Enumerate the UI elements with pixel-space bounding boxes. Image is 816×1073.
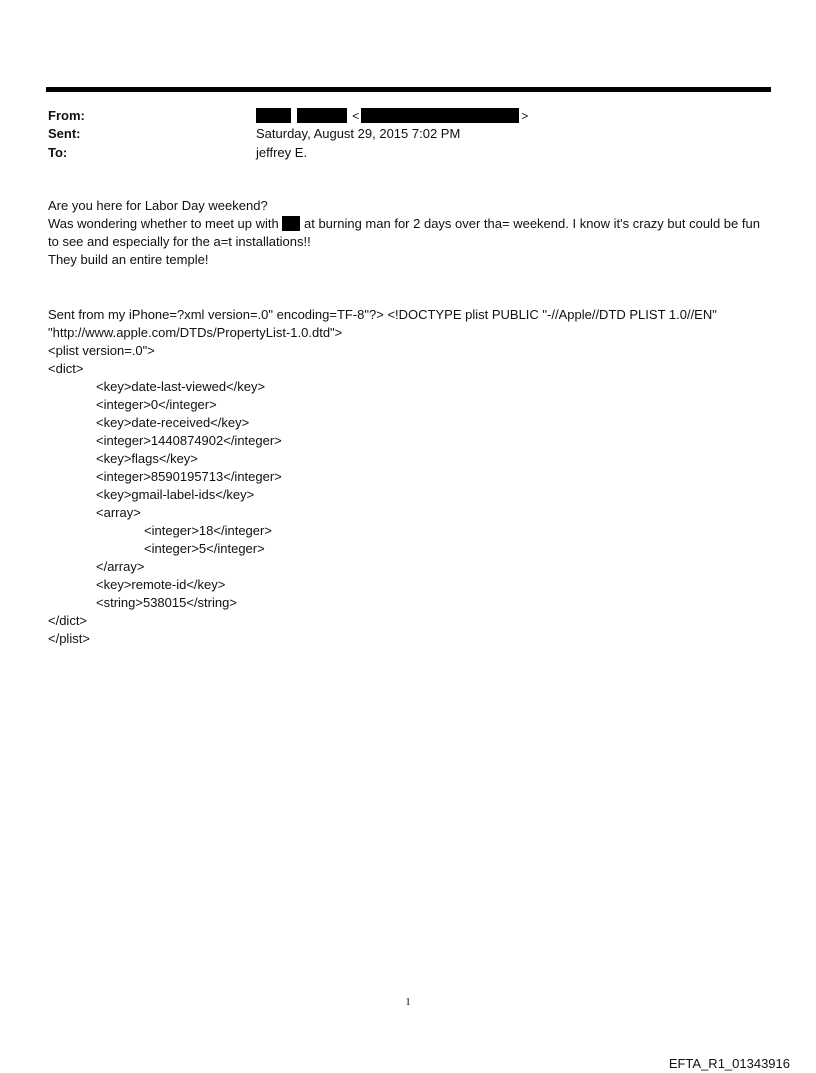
message-line: They build an entire temple! [48,252,209,267]
plist-line: <dict> [48,361,84,376]
message-text: Was wondering whether to meet up with [48,216,279,231]
message-text: at burning man for 2 days over tha= weekend. I know it's crazy but could be fun to see and especially for the a=t installations!! [48,216,760,249]
plist-line: <key>remote-id</key> [96,577,226,592]
plist-line: </dict> [48,613,88,628]
message-line: Are you here for Labor Day weekend? [48,198,268,213]
plist-line: Sent from my iPhone=?xml version=.0" encoding=TF-8"?> <!DOCTYPE plist PUBLIC "-//Apple//DTD PLIST 1.0//EN" [48,307,717,322]
plist-line: <plist version=.0"> [48,343,155,358]
redaction-block [361,108,519,123]
to-label: To: [48,145,68,160]
from-bracket-open: < [352,109,360,123]
message-line [48,215,773,251]
message-body [48,197,773,269]
plist-line: <key>flags</key> [96,451,198,466]
plist-line: <string>538015</string> [96,595,237,610]
redaction-block [256,108,291,123]
sent-value: Saturday, August 29, 2015 7:02 PM [256,126,461,141]
plist-line: </plist> [48,631,90,646]
from-bracket-close: > [521,109,529,123]
plist-line: <key>gmail-label-ids</key> [96,487,255,502]
plist-line: <integer>18</integer> [144,523,272,538]
plist-line: <array> [96,505,141,520]
to-value: jeffrey E. [256,145,308,160]
document-id: EFTA_R1_01343916 [668,1056,790,1071]
plist-line: </array> [96,559,145,574]
sent-label: Sent: [48,126,81,141]
plist-line: <integer>8590195713</integer> [96,469,282,484]
plist-block [48,306,773,648]
redaction-block [282,216,300,231]
page-number: 1 [405,996,411,1008]
plist-line: "http://www.apple.com/DTDs/PropertyList-1.0.dtd"> [48,325,343,340]
header-rule [46,87,771,92]
from-label: From: [48,108,85,123]
redaction-block [297,108,347,123]
plist-line: <integer>1440874902</integer> [96,433,282,448]
plist-line: <key>date-received</key> [96,415,250,430]
plist-line: <integer>5</integer> [144,541,265,556]
plist-line: <integer>0</integer> [96,397,217,412]
plist-line: <key>date-last-viewed</key> [96,379,266,394]
from-value [256,107,530,125]
